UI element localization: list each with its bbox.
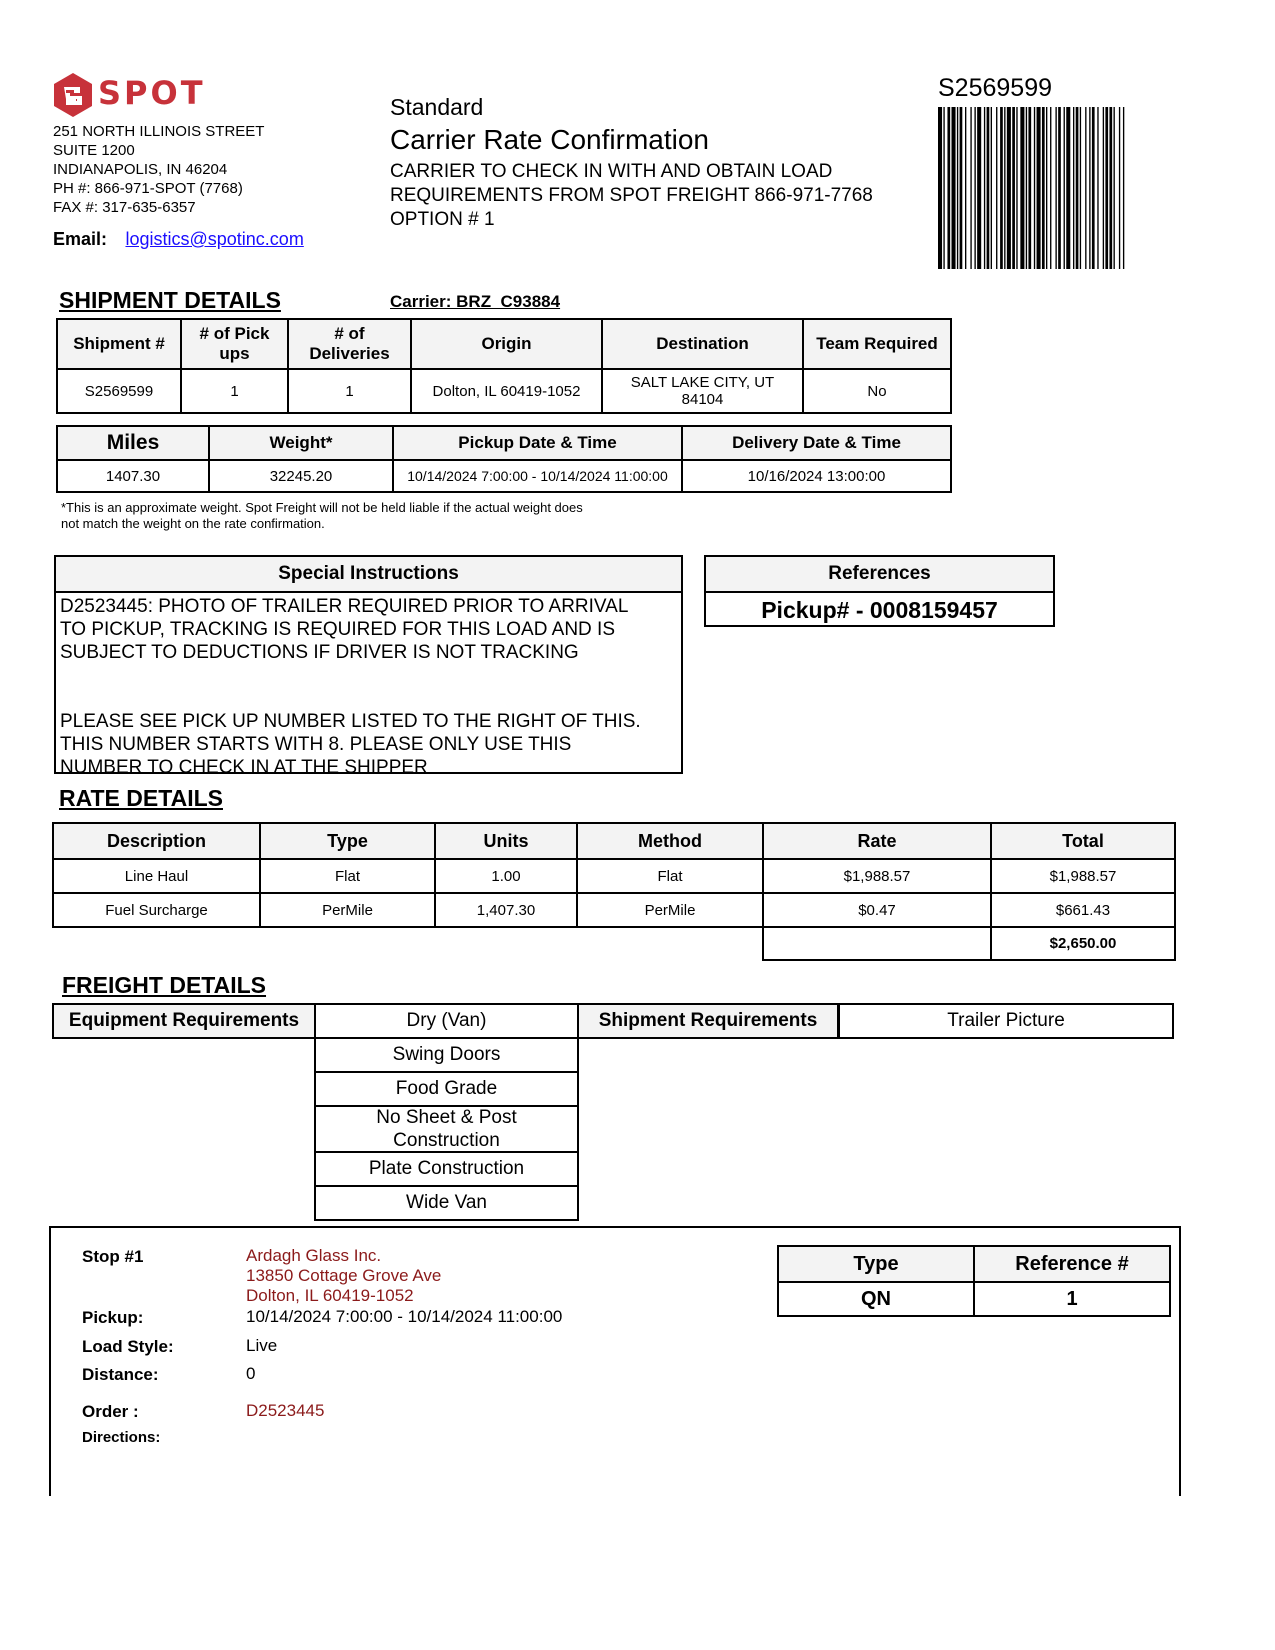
barcode-bar bbox=[1016, 107, 1017, 269]
barcode-bar bbox=[1004, 107, 1005, 269]
column-header: Type bbox=[260, 823, 435, 859]
pickup-value: 10/14/2024 7:00:00 - 10/14/2024 11:00:00 bbox=[246, 1307, 563, 1326]
barcode-bar bbox=[974, 107, 975, 269]
table-cell: $1,988.57 bbox=[991, 859, 1175, 893]
equipment-item: Dry (Van) bbox=[314, 1003, 579, 1039]
shipment-table bbox=[56, 318, 952, 414]
column-header: Method bbox=[577, 823, 763, 859]
barcode-bar bbox=[947, 107, 950, 269]
barcode-bar bbox=[952, 107, 956, 269]
column-header: Units bbox=[435, 823, 577, 859]
spot-logo-icon bbox=[52, 72, 94, 118]
references-title: References bbox=[706, 557, 1053, 593]
order-label: Order : bbox=[82, 1402, 139, 1421]
barcode-bar bbox=[987, 107, 990, 269]
equipment-item: Swing Doors bbox=[314, 1037, 579, 1073]
equipment-requirements-label: Equipment Requirements bbox=[52, 1003, 316, 1039]
barcode-bar bbox=[1109, 107, 1112, 269]
equipment-item: Food Grade bbox=[314, 1071, 579, 1107]
barcode-bar bbox=[1114, 107, 1115, 269]
barcode-bar bbox=[1050, 107, 1051, 269]
table-cell: Fuel Surcharge bbox=[53, 893, 260, 927]
table-header-row bbox=[57, 426, 951, 460]
special-instructions-text: D2523445: PHOTO OF TRAILER REQUIRED PRIOR TO ARRIVAL TO PICKUP, TRACKING IS REQUIRED FOR THIS LOAD AND IS SUBJECT TO DEDUCTIONS IF DRIVER IS NOT TRACKING PLEASE SEE PICK UP NUMBER LISTED TO THE RIGHT OF THIS. THIS NUMBER STARTS WITH 8. PLEASE ONLY USE THIS NUMBER TO CHECK IN AT THE SHIPPER bbox=[60, 596, 641, 778]
column-header: Delivery Date & Time bbox=[682, 426, 951, 460]
barcode-bar bbox=[970, 107, 971, 269]
column-header: Rate bbox=[763, 823, 991, 859]
table-row bbox=[778, 1282, 1170, 1316]
stop-reference-table bbox=[777, 1245, 1171, 1317]
table-cell: 1 bbox=[288, 369, 411, 413]
rate-type: Standard bbox=[390, 94, 484, 120]
barcode-bar bbox=[977, 107, 981, 269]
barcode-bar bbox=[996, 107, 997, 269]
barcode-bar bbox=[1012, 107, 1015, 269]
barcode-number: S2569599 bbox=[938, 74, 1053, 102]
table-cell: Dolton, IL 60419-1052 bbox=[411, 369, 602, 413]
carrier-info: Carrier: BRZ C93884 bbox=[390, 292, 561, 311]
weight-footnote bbox=[61, 500, 681, 532]
column-header: Type bbox=[778, 1246, 974, 1282]
directions-label: Directions: bbox=[82, 1429, 161, 1446]
table-cell: 10/14/2024 7:00:00 - 10/14/2024 11:00:00 bbox=[393, 460, 682, 492]
table-cell: QN bbox=[778, 1282, 974, 1316]
barcode-bar bbox=[1073, 107, 1074, 269]
barcode-bar bbox=[938, 107, 942, 269]
note-line: CARRIER TO CHECK IN WITH AND OBTAIN LOAD bbox=[390, 161, 833, 182]
pickup-reference: Pickup# - 0008159457 bbox=[761, 597, 998, 623]
table-cell: Flat bbox=[260, 859, 435, 893]
load-style-label: Load Style: bbox=[82, 1337, 174, 1356]
table-cell: 1407.30 bbox=[57, 460, 209, 492]
barcode-bar bbox=[1028, 107, 1031, 269]
barcode-bar bbox=[1076, 107, 1079, 269]
barcode-bar bbox=[1105, 107, 1108, 269]
barcode-bar bbox=[1034, 107, 1035, 269]
barcode-bar bbox=[1089, 107, 1090, 269]
barcode-bar bbox=[1055, 107, 1056, 269]
stop-city: Dolton, IL 60419-1052 bbox=[246, 1286, 414, 1305]
column-header: Origin bbox=[411, 319, 602, 369]
table-cell: $0.47 bbox=[763, 893, 991, 927]
equipment-item: Wide Van bbox=[314, 1185, 579, 1221]
rate-table bbox=[52, 822, 1176, 961]
barcode-bar bbox=[1123, 107, 1124, 269]
barcode-bar bbox=[1064, 107, 1065, 269]
note-line: OPTION # 1 bbox=[390, 209, 495, 230]
table-header-row bbox=[778, 1246, 1170, 1282]
footnote-line: *This is an approximate weight. Spot Freight will not be held liable if the actual weight does bbox=[61, 500, 583, 515]
table-cell: PerMile bbox=[260, 893, 435, 927]
company-name: SPOT bbox=[98, 74, 206, 112]
table-row bbox=[57, 369, 951, 413]
table-cell: 1 bbox=[974, 1282, 1170, 1316]
column-header: Total bbox=[991, 823, 1175, 859]
stop-street: 13850 Cottage Grove Ave bbox=[246, 1266, 442, 1285]
stop-address bbox=[246, 1246, 441, 1306]
barcode-bar bbox=[1066, 107, 1070, 269]
column-header: Destination bbox=[602, 319, 803, 369]
load-style-value: Live bbox=[246, 1336, 278, 1355]
table-cell: 10/16/2024 13:00:00 bbox=[682, 460, 951, 492]
shipment-requirements-label: Shipment Requirements bbox=[577, 1003, 839, 1039]
barcode-bar bbox=[1085, 107, 1086, 269]
barcode-bar bbox=[1000, 107, 1003, 269]
table-cell: 1.00 bbox=[435, 859, 577, 893]
column-header: Team Required bbox=[803, 319, 951, 369]
order-value: D2523445 bbox=[246, 1401, 325, 1420]
special-instructions-box bbox=[54, 555, 683, 778]
address-line: 251 NORTH ILLINOIS STREET bbox=[53, 123, 265, 140]
total-label-cell bbox=[763, 927, 991, 960]
references-box bbox=[704, 555, 1055, 627]
table-cell: Line Haul bbox=[53, 859, 260, 893]
barcode-bar bbox=[1058, 107, 1061, 269]
email-row bbox=[53, 229, 304, 250]
barcode-bar bbox=[1092, 107, 1095, 269]
equipment-item: No Sheet & Post Construction bbox=[314, 1105, 579, 1153]
barcode-bar bbox=[1020, 107, 1024, 269]
table-cell: $1,988.57 bbox=[763, 859, 991, 893]
email-label: Email: bbox=[53, 229, 108, 249]
column-header: Weight* bbox=[209, 426, 393, 460]
stop-company: Ardagh Glass Inc. bbox=[246, 1246, 382, 1265]
grand-total: $2,650.00 bbox=[991, 927, 1175, 960]
email-link[interactable]: logistics@spotinc.com bbox=[125, 229, 304, 249]
column-header: Reference # bbox=[974, 1246, 1170, 1282]
barcode-bar bbox=[1042, 107, 1045, 269]
column-header: Shipment # bbox=[57, 319, 181, 369]
total-row bbox=[53, 927, 1175, 960]
column-header: # of Deliveries bbox=[288, 319, 411, 369]
table-cell: 32245.20 bbox=[209, 460, 393, 492]
barcode-bar bbox=[1119, 107, 1120, 269]
document-title: Carrier Rate Confirmation bbox=[390, 124, 709, 155]
distance-value: 0 bbox=[246, 1364, 256, 1383]
address-line: SUITE 1200 bbox=[53, 142, 135, 159]
table-cell: 1,407.30 bbox=[435, 893, 577, 927]
barcode-bar bbox=[1103, 107, 1104, 269]
table-cell: $661.43 bbox=[991, 893, 1175, 927]
barcode-bar bbox=[984, 107, 985, 269]
distance-label: Distance: bbox=[82, 1365, 159, 1384]
pickup-label: Pickup: bbox=[82, 1308, 144, 1327]
special-instructions-title: Special Instructions bbox=[56, 557, 681, 593]
table-cell: No bbox=[803, 369, 951, 413]
table-header-row bbox=[57, 319, 951, 369]
column-header: # of Pick ups bbox=[181, 319, 288, 369]
column-header: Miles bbox=[57, 426, 209, 460]
fax-line: FAX #: 317-635-6357 bbox=[53, 199, 196, 216]
barcode-bar bbox=[1007, 107, 1011, 269]
phone-line: PH #: 866-971-SPOT (7768) bbox=[53, 180, 243, 197]
barcode bbox=[938, 107, 1162, 269]
footnote-line: not match the weight on the rate confirmation. bbox=[61, 516, 325, 531]
barcode-bar bbox=[943, 107, 944, 269]
note-line: REQUIREMENTS FROM SPOT FREIGHT 866-971-7768 bbox=[390, 185, 873, 206]
checkin-note bbox=[390, 160, 920, 232]
barcode-bar bbox=[1080, 107, 1081, 269]
barcode-bar bbox=[957, 107, 958, 269]
table-cell: S2569599 bbox=[57, 369, 181, 413]
table-cell: 1 bbox=[181, 369, 288, 413]
column-header: Description bbox=[53, 823, 260, 859]
freight-details-title: FREIGHT DETAILS bbox=[62, 972, 267, 998]
blank-cell bbox=[53, 927, 763, 960]
company-address bbox=[53, 122, 353, 217]
rate-details-title: RATE DETAILS bbox=[59, 785, 223, 811]
barcode-bar bbox=[1046, 107, 1047, 269]
barcode-bar bbox=[991, 107, 992, 269]
shipment-details-title: SHIPMENT DETAILS bbox=[59, 287, 281, 313]
equipment-item: Plate Construction bbox=[314, 1151, 579, 1187]
column-header: Pickup Date & Time bbox=[393, 426, 682, 460]
stop-label: Stop #1 bbox=[82, 1247, 144, 1266]
barcode-bar bbox=[1026, 107, 1027, 269]
address-line: INDIANAPOLIS, IN 46204 bbox=[53, 161, 228, 178]
table-row bbox=[57, 460, 951, 492]
barcode-bar bbox=[965, 107, 966, 269]
barcode-bar bbox=[1037, 107, 1041, 269]
table-header-row bbox=[53, 823, 1175, 859]
table-cell: Flat bbox=[577, 859, 763, 893]
table-row bbox=[53, 893, 1175, 927]
barcode-bar bbox=[960, 107, 963, 269]
company-logo bbox=[52, 72, 206, 118]
miles-table bbox=[56, 425, 952, 493]
table-row bbox=[53, 859, 1175, 893]
shipment-requirement-item: Trailer Picture bbox=[838, 1003, 1174, 1039]
table-cell: SALT LAKE CITY, UT 84104 bbox=[602, 369, 803, 413]
barcode-bar bbox=[1097, 107, 1098, 269]
table-cell: PerMile bbox=[577, 893, 763, 927]
